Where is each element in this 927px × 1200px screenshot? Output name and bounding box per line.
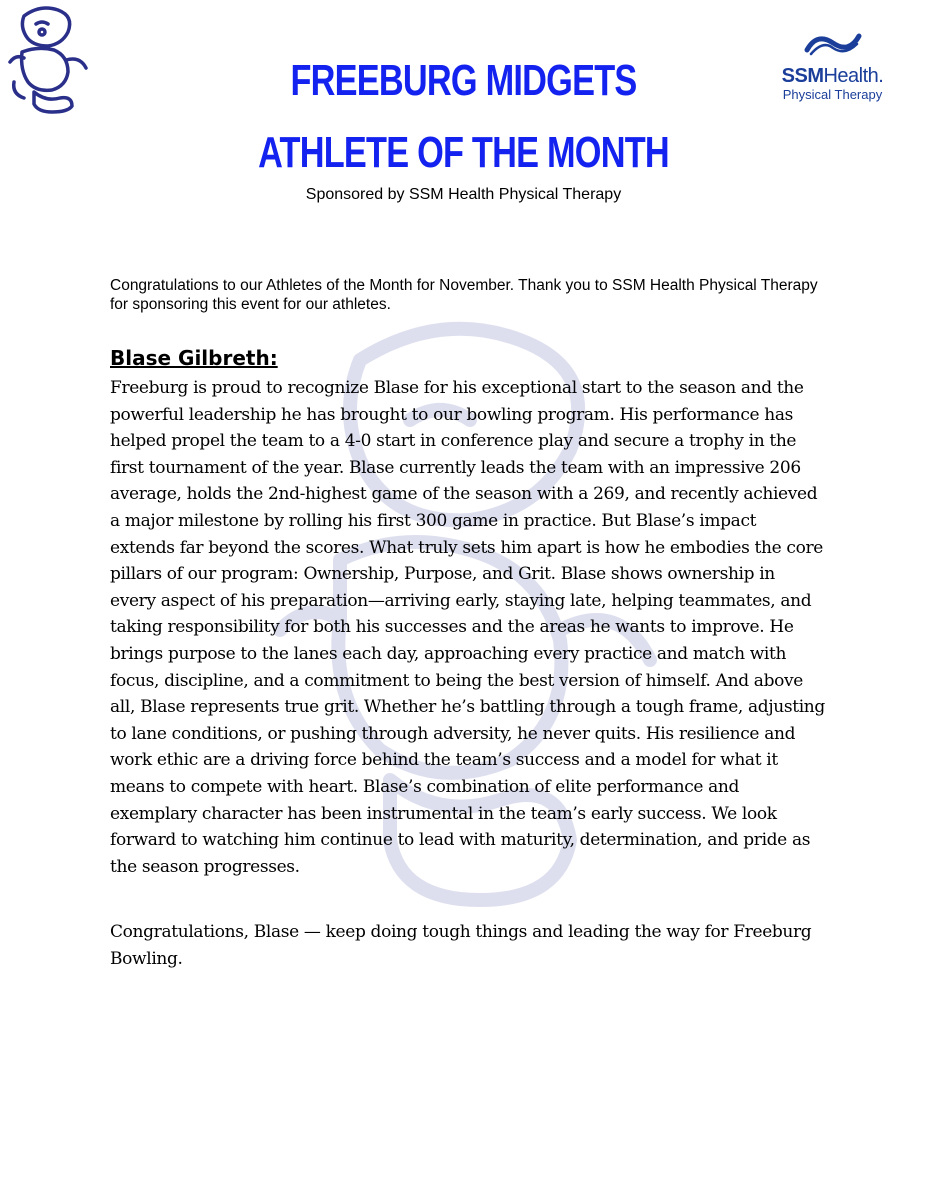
brand-bold: SSM — [781, 65, 824, 87]
brand-subtitle: Physical Therapy — [782, 87, 883, 102]
page-title-line-2: ATHLETE OF THE MONTH — [258, 128, 669, 177]
athlete-name-heading: Blase Gilbreth: — [110, 346, 278, 370]
athlete-description: Freeburg is proud to recognize Blase for his exceptional start to the season and the powerful leadership he has brought to our bowling program. His performance has helped propel the team to a 4-0 start in conference play and secure a trophy in the first tournament of the year. Blase currently leads the team with an impressive 206 average, holds the 2nd-highest game of the season with a 269, and recently achieved a major milestone by rolling his first 300 game in practice. But Blase’s impact extends far beyond the scores. What truly sets him apart is how he embodies the core pillars of our program: Ownership, Purpose, and Grit. Blase shows ownership in every aspect of his preparation—arriving early, staying late, helping teammates, and taking responsibility for both his successes and the areas he wants to improve. He brings purpose to the lanes each day, approaching every practice and match with focus, discipline, and a commitment to being the best version of himself. And above all, Blase represents true grit. Whether he’s battling through a tough frame, adjusting to lane conditions, or pushing through adversity, he never quits. His resilience and work ethic are a driving force behind the team’s success and a model for what it means to compete with heart. Blase’s combination of elite performance and exemplary character has been instrumental in the team’s early success. We look forward to watching him continue to lead with maturity, determination, and pride as the season progresses. — [110, 378, 825, 877]
sponsor-line: Sponsored by SSM Health Physical Therapy — [305, 186, 622, 203]
page-title-line-1: FREEBURG MIDGETS — [290, 56, 637, 105]
brand-light: Health. — [823, 65, 884, 87]
closing-paragraph: Congratulations, Blase — keep doing tough things and leading the way for Freeburg Bowling. — [110, 922, 812, 969]
ssm-swirl-icon — [803, 30, 863, 56]
midget-mascot-logo — [2, 2, 98, 114]
intro-paragraph: Congratulations to our Athletes of the Month for November. Thank you to SSM Health Physical Therapy for sponsoring this event for our athletes. — [110, 277, 818, 313]
